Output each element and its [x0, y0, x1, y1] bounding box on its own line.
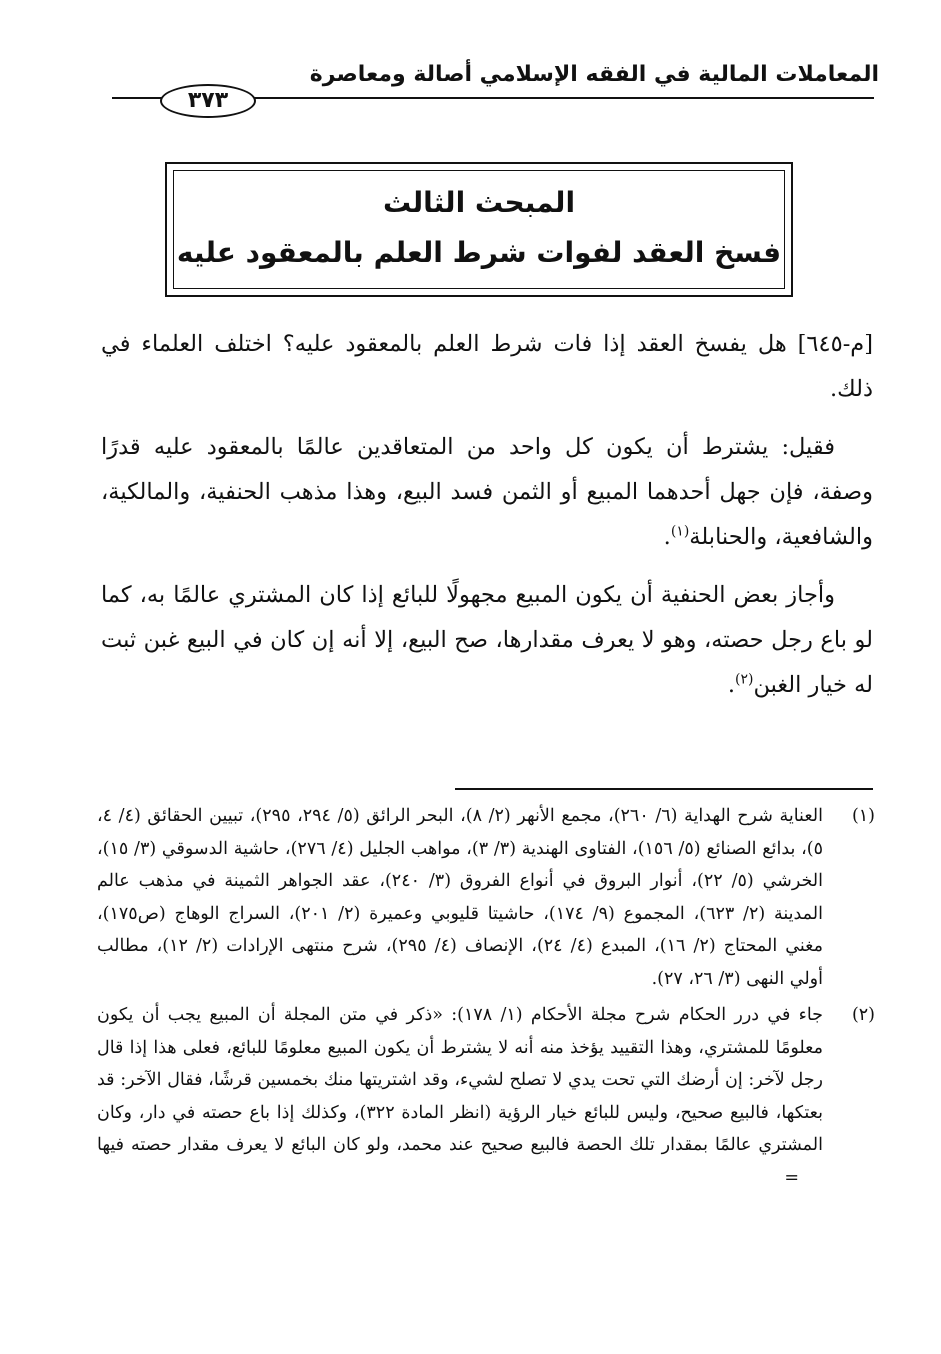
paragraph-question: [م-٦٤٥] هل يفسخ العقد إذا فات شرط العلم بالمعقود عليه؟ اختلف العلماء في ذلك. [101, 331, 873, 402]
continuation-mark: = [784, 1167, 799, 1188]
footnote-text: العناية شرح الهداية (٦/ ٢٦٠)، مجمع الأنهر (٢/ ٨)، البحر الرائق (٥/ ٢٩٤، ٢٩٥)، تبيين الحقائق (٤/ ٤، ٥)، بدائع الصنائع (٥/ ١٥٦)، الفتاوى الهندية (٣/ ٣)، مواهب الجليل (٤/ ٢٧٦)، حاشية الدسوقي (٣/ ١٥)، الخرشي (٥/ ٢٢)، أنوار البروق في أنواع الفروق (٣/ ٢٤٠)، عقد الجواهر الثمينة في مذهب عالم المدينة (٢/ ٦٢٣)، المجموع (٩/ ١٧٤)، حاشيتا قليوبي وعميرة (٢/ ٢٠١)، السراج الوهاج (ص١٧٥)، مغني المحتاج (٢/ ١٦)، المبدع (٤/ ٢٤)، الإنصاف (٤/ ٢٩٥)، شرح منتهى الإرادات (٢/ ١٢)، مطالب أولي النهى (٣/ ٢٦، ٢٧). [97, 806, 824, 989]
paragraph-second-opinion [101, 573, 873, 708]
page-number: ٣٧٣ [160, 84, 256, 118]
paragraph-end: . [663, 524, 671, 550]
paragraph-text: فقيل: يشترط أن يكون كل واحد من المتعاقدين عالمًا بالمعقود عليه قدرًا وصفة، فإن جهل أحدهما المبيع أو الثمن فسد البيع، وهذا مذهب الحنفية، والمالكية، والشافعية، والحنابلة [101, 434, 873, 550]
running-title: المعاملات المالية في الفقه الإسلامي أصالة ومعاصرة [309, 62, 879, 87]
paragraph-text: وأجاز بعض الحنفية أن يكون المبيع مجهولًا للبائع إذا كان المشتري عالمًا به، كما لو باع رجل حصته، وهو لا يعرف مقدارها، صح البيع، إلا أنه إن كان في البيع غبن ثبت له خيار الغبن [101, 582, 873, 698]
footnote-marker[interactable]: (١) [670, 523, 690, 540]
footnote-marker[interactable]: (٢) [735, 671, 754, 688]
footnote-number: (٢) [851, 1005, 875, 1025]
footnote [97, 800, 875, 995]
paragraph-end: . [727, 672, 735, 698]
chapter-heading: المبحث الثالث [382, 186, 576, 219]
footnote-body: جاء في درر الحكام شرح مجلة الأحكام (١/ ١٧٨): «ذكر في متن المجلة أن المبيع يجب أن يكون معلومًا للمشتري، وهذا التقييد يؤخذ منه أنه لا يشترط أن يكون المبيع معلومًا للبائع، فعلى هذا إذا قال رجل لآخر: إن أرضك التي تحت يدي لا تصلح لشيء، وقد اشتريتها منك بخمسين قرشًا، فقال الآخر: قد بعتكها، فالبيع صحيح، وليس للبائع خيار الرؤية (انظر المادة ٣٢٢)، وكذلك إذا باع حصته في دار، وكان المشتري عالمًا بمقدار تلك الحصة فالبيع صحيح عند محمد، ولو كان البائع لا يعرف مقدار حصته فيها [97, 1005, 823, 1155]
footnote-number: (١) [851, 806, 875, 826]
chapter-title-frame [165, 162, 793, 297]
chapter-subheading: فسخ العقد لفوات شرط العلم بالمعقود عليه [176, 236, 782, 269]
footnote-text [97, 999, 823, 1194]
footnote [97, 999, 875, 1194]
footnotes [97, 800, 875, 1198]
main-text [101, 322, 873, 721]
footnote-separator [455, 788, 873, 790]
paragraph-first-opinion [101, 425, 873, 560]
